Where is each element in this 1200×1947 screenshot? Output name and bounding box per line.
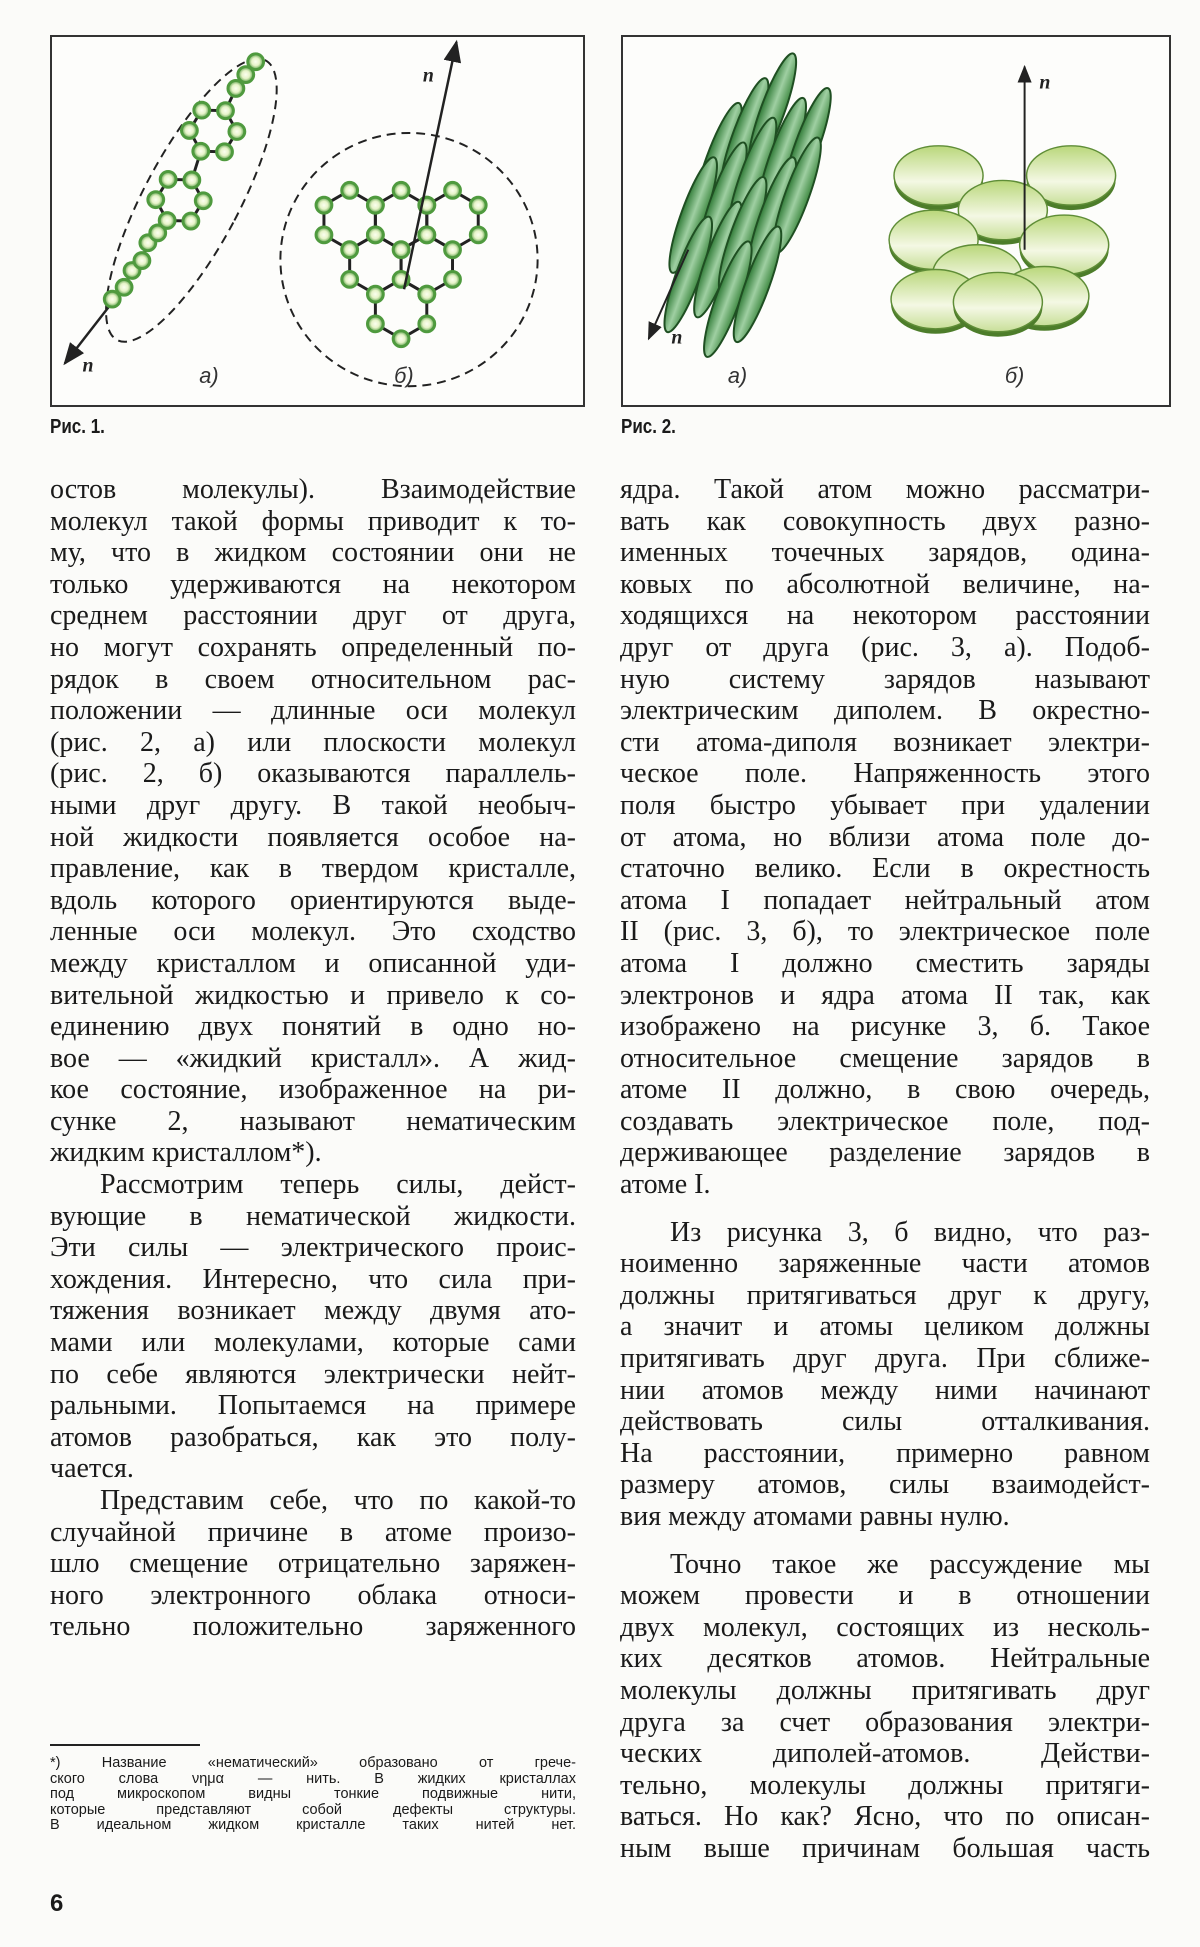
text-line: электрическим диполем. В окрестно-	[620, 695, 1150, 727]
atom	[134, 253, 150, 269]
text-line: от атома, но вблизи атома поле до-	[620, 821, 1150, 853]
text-line: тельно, молекулы должны притяги-	[620, 1769, 1150, 1801]
atom	[183, 213, 199, 229]
text-line: ческих диполей-атомов. Действи-	[620, 1738, 1150, 1770]
text-line: атоме I.	[620, 1169, 711, 1201]
disc-molecule	[1020, 215, 1109, 274]
text-line: рядок в своем относительном рас-	[50, 663, 576, 695]
text-line: поля быстро убывает при удалении	[620, 789, 1150, 821]
text-line: действовать силы отталкивания.	[620, 1406, 1150, 1438]
atom	[217, 144, 233, 160]
atom	[419, 286, 435, 302]
text-line: можем провести и в отношении	[620, 1580, 1150, 1612]
atom	[229, 124, 245, 140]
atom	[218, 103, 234, 119]
paragraph	[620, 1549, 1150, 1865]
vector-n-label: n	[82, 354, 94, 377]
atom	[160, 171, 176, 187]
atom	[445, 182, 461, 198]
text-line: атомов разобраться, как это полу-	[50, 1421, 576, 1453]
text-line: (рис. 2, а) или плоскости молекул	[50, 726, 576, 758]
right-text-column	[620, 474, 1150, 1865]
text-line: статочно велико. Если в окрестность	[620, 853, 1150, 885]
atom	[148, 192, 164, 208]
atom	[342, 242, 358, 258]
text-line: тельно положительно заряженного	[50, 1611, 576, 1643]
text-line: кое состояние, изображенное на ри-	[50, 1074, 576, 1106]
atom	[316, 197, 332, 213]
paragraph	[50, 1169, 576, 1485]
text-line: ного электронного облака относи-	[50, 1579, 576, 1611]
text-line: шло смещение отрицательно заряжен-	[50, 1548, 576, 1580]
paragraph	[620, 1217, 1150, 1533]
text-line: электронов и ядра атома II так, как	[620, 979, 1150, 1011]
atom	[393, 331, 409, 347]
atom	[194, 102, 210, 118]
text-line: мами или молекулами, которые сами	[50, 1327, 576, 1359]
footnote-line: которые представляют собой дефекты структуры.	[50, 1801, 576, 1818]
atom	[470, 227, 486, 243]
text-line: притягивать друг друга. При сближе-	[620, 1343, 1150, 1375]
footnote-line: ского слова νημα — нить. В жидких кристаллах	[50, 1770, 576, 1787]
dashed-outline-a	[75, 38, 307, 362]
atom	[342, 271, 358, 287]
vector-n-label: n	[671, 326, 683, 349]
text-line: правление, как в твердом кристалле,	[50, 853, 576, 885]
text-line: положении — длинные оси молекул	[50, 695, 576, 727]
atom	[367, 286, 383, 302]
text-line: му, что в жидком состоянии они не	[50, 537, 576, 569]
text-line: ядра. Такой атом можно рассматри-	[620, 474, 1150, 505]
paragraph	[50, 474, 576, 1169]
atom	[159, 213, 175, 229]
text-line: Из рисунка 3, б видно, что раз-	[670, 1216, 1150, 1248]
text-line: ную систему зарядов называют	[620, 663, 1150, 695]
text-line: жидким кристаллом*).	[50, 1137, 322, 1169]
vector-n-label: n	[1039, 71, 1051, 94]
text-line: случайной причине в атоме произо-	[50, 1516, 576, 1548]
label-b: б)	[394, 363, 414, 389]
text-line: ноименно заряженные части атомов	[620, 1248, 1150, 1280]
footnote-line: *) Название «нематический» образовано от грече-	[50, 1755, 576, 1771]
text-line: вдоль которого ориентируются выде-	[50, 884, 576, 916]
text-line: атоме II должно, в свою очередь,	[620, 1074, 1150, 1106]
left-text-column	[50, 474, 576, 1643]
text-line: по себе являются электрически нейт-	[50, 1358, 576, 1390]
text-line: ральными. Попытаемся на примере	[50, 1390, 576, 1422]
text-line: чается.	[50, 1453, 134, 1485]
text-line: Рассмотрим теперь силы, дейст-	[100, 1169, 576, 1201]
atom	[445, 242, 461, 258]
footnote-line: под микроскопом видны тонкие подвижные нити,	[50, 1786, 576, 1803]
atom	[193, 143, 209, 159]
text-line: (рис. 2, б) оказываются параллель-	[50, 758, 576, 790]
text-line: двух молекул, состоящих из несколь-	[620, 1611, 1150, 1643]
disc-molecule	[953, 272, 1042, 331]
figure-2	[621, 35, 1171, 407]
figure-1-illustration	[52, 37, 583, 405]
text-line: молекулы должны притягивать друг	[620, 1674, 1150, 1706]
text-line: ными друг другу. В такой необыч-	[50, 789, 576, 821]
text-line: только удерживаются на некотором	[50, 568, 576, 600]
atom	[367, 197, 383, 213]
footnote-divider	[50, 1744, 200, 1746]
atom	[445, 271, 461, 287]
footnote-line: В идеальном жидком кристалле таких нитей нет.	[50, 1817, 576, 1834]
text-line: ваться. Но как? Ясно, что по описан-	[620, 1801, 1150, 1833]
footnote	[50, 1756, 576, 1834]
figure-2-illustration	[623, 37, 1169, 405]
text-line: II (рис. 3, б), то электрическое поле	[620, 916, 1150, 948]
dashed-outline-b	[280, 133, 537, 389]
atom	[419, 316, 435, 332]
text-line: а значит и атомы целиком должны	[620, 1311, 1150, 1343]
text-line: именных точечных зарядов, одина-	[620, 537, 1150, 569]
paragraph	[50, 1485, 576, 1643]
text-line: ких десятков атомов. Нейтральные	[620, 1643, 1150, 1675]
text-line: остов молекулы). Взаимодействие	[50, 474, 576, 505]
text-line: создавать электрическое поле, под-	[620, 1105, 1150, 1137]
page-number: 6	[50, 1890, 64, 1917]
text-line: вия между атомами равны нулю.	[620, 1501, 1010, 1532]
text-line: вующие в нематической жидкости.	[50, 1200, 576, 1232]
atom	[195, 193, 211, 209]
text-line: вое — «жидкий кристалл». А жид-	[50, 1042, 576, 1074]
text-line: ковых по абсолютной величине, на-	[620, 568, 1150, 600]
text-line: молекул такой формы приводит к то-	[50, 505, 576, 537]
text-line: относительное смещение зарядов в	[620, 1042, 1150, 1074]
label-a: а)	[727, 363, 748, 389]
figure-2-caption: Рис. 2.	[621, 416, 676, 438]
figure-1	[50, 35, 585, 407]
text-line: атома I попадает нейтральный атом	[620, 884, 1150, 916]
text-line: изображено на рисунке 3, б. Такое	[620, 1011, 1150, 1043]
text-line: друга за счет образования электри-	[620, 1706, 1150, 1738]
figure-1-caption: Рис. 1.	[50, 416, 105, 438]
text-line: среднем расстоянии друг от друга,	[50, 600, 576, 632]
atom	[181, 123, 197, 139]
atom	[393, 242, 409, 258]
text-line: единению двух понятий в одно но-	[50, 1011, 576, 1043]
text-line: но могут сохранять определенный по-	[50, 631, 576, 663]
text-line: размеру атомов, силы взаимодейст-	[620, 1469, 1150, 1501]
atom	[367, 227, 383, 243]
atom	[316, 227, 332, 243]
text-line: тяжения возникает между двумя ато-	[50, 1295, 576, 1327]
text-line: ной жидкости появляется особое на-	[50, 821, 576, 853]
text-line: ходящихся на некотором расстоянии	[620, 600, 1150, 632]
text-line: атома I должно сместить заряды	[620, 947, 1150, 979]
text-line: сти атома-диполя возникает электри-	[620, 726, 1150, 758]
text-line: между кристаллом и описанной уди-	[50, 947, 576, 979]
label-a: а)	[199, 363, 219, 389]
paragraph	[620, 474, 1150, 1201]
atom	[116, 279, 132, 295]
atom	[342, 182, 358, 198]
atom	[393, 182, 409, 198]
text-line: Представим себе, что по какой-то	[100, 1485, 576, 1516]
text-line: ческое поле. Напряженность этого	[620, 758, 1150, 790]
text-line: держивающее разделение зарядов в	[620, 1137, 1150, 1169]
text-line: нии атомов между ними начинают	[620, 1374, 1150, 1406]
vector-n-label: n	[422, 64, 434, 87]
atom	[248, 54, 264, 70]
atom	[184, 172, 200, 188]
text-line: На расстоянии, примерно равном	[620, 1437, 1150, 1469]
text-line: Эти силы — электрического проис-	[50, 1232, 576, 1264]
text-line: вать как совокупность двух разно-	[620, 505, 1150, 537]
atom	[470, 197, 486, 213]
atom	[419, 227, 435, 243]
label-b: б)	[1004, 363, 1025, 389]
text-line: друг от друга (рис. 3, а). Подоб-	[620, 631, 1150, 663]
text-line: вительной жидкостью и привело к со-	[50, 979, 576, 1011]
text-line: хождения. Интересно, что сила при-	[50, 1263, 576, 1295]
atom	[367, 316, 383, 332]
text-line: должны притягиваться друг к другу,	[620, 1279, 1150, 1311]
text-line: сунке 2, называют нематическим	[50, 1105, 576, 1137]
text-line: ленные оси молекул. Это сходство	[50, 916, 576, 948]
text-line: Точно такое же рассуждение мы	[670, 1548, 1150, 1580]
text-line: ным выше причинам большая часть	[620, 1832, 1150, 1864]
